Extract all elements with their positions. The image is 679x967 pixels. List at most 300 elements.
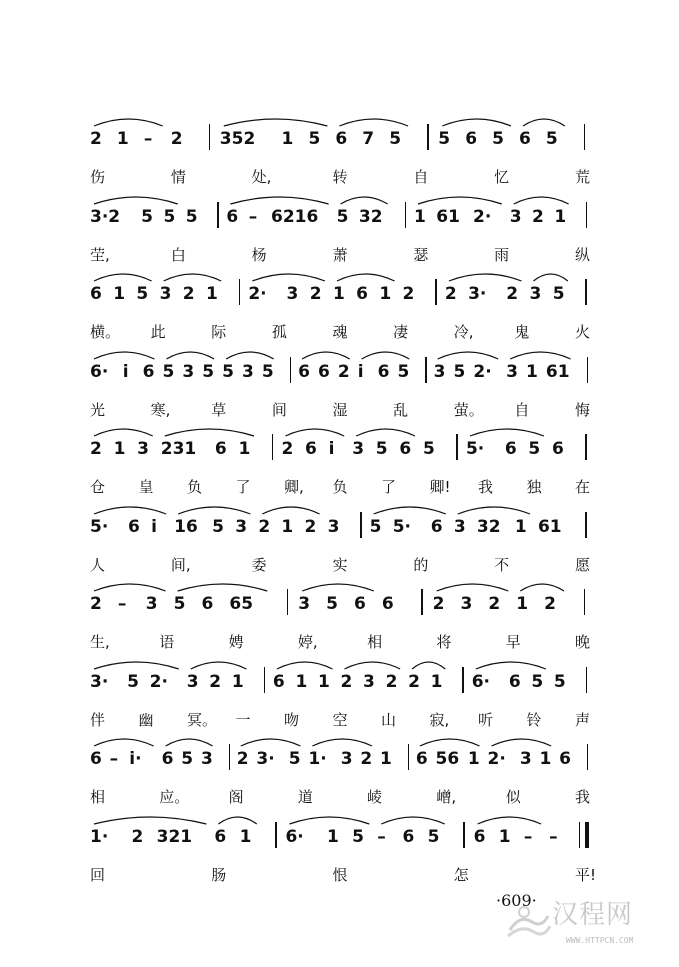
lyric-syllable: 相 — [367, 633, 383, 651]
slur — [285, 429, 344, 436]
note: 5 — [553, 671, 566, 692]
note: 5 — [222, 361, 234, 382]
note: 1 — [516, 594, 529, 614]
lyric-syllable: 肠 — [211, 865, 227, 884]
note: 1 — [239, 826, 252, 847]
note: 5 — [375, 439, 388, 459]
lyric-syllable: 萤。 — [453, 400, 484, 419]
slur — [520, 584, 564, 591]
lyric-syllable: 声 — [575, 710, 591, 729]
lyric-syllable: 萧 — [332, 245, 348, 264]
note: 3 — [182, 361, 195, 382]
lyric-syllable: 人 — [90, 555, 106, 574]
lyric-syllable: 光 — [90, 400, 106, 419]
slur — [418, 197, 502, 204]
note: 1· — [308, 749, 327, 769]
note-row — [90, 518, 610, 548]
note-row — [90, 673, 610, 703]
slur — [94, 119, 163, 126]
note: 5 — [397, 361, 410, 382]
slur-layer — [90, 804, 610, 858]
note: 2 — [281, 439, 294, 459]
note: 6 — [226, 206, 239, 227]
slur — [94, 274, 152, 281]
lyric-syllable: 仓 — [90, 478, 106, 496]
watermark-logo-icon — [502, 896, 552, 946]
note: 1 — [526, 361, 538, 382]
lyric-syllable: 吻 — [284, 710, 300, 729]
slur — [437, 584, 509, 591]
note: 1 — [206, 284, 218, 304]
lyric-syllable: 纵 — [575, 245, 591, 264]
lyric-syllable: 山 — [381, 710, 397, 729]
note: 1 — [379, 284, 392, 304]
note: – — [117, 594, 127, 614]
note: 6 — [402, 826, 415, 847]
lyric-syllable: 乱 — [393, 400, 409, 419]
note: 3 — [145, 594, 158, 614]
lyric-syllable: 愿 — [575, 555, 591, 574]
lyric-syllable: 茔, — [90, 245, 110, 264]
note: 1 — [514, 516, 527, 537]
note: 6 — [298, 361, 310, 382]
note: 6 — [353, 594, 366, 614]
note: 6 — [128, 516, 140, 537]
note: 6· — [90, 361, 109, 382]
note: 5 — [173, 594, 186, 614]
note-row — [90, 595, 610, 625]
slur — [94, 507, 166, 514]
slur — [356, 429, 415, 436]
slur — [178, 584, 268, 591]
note: 2· — [149, 671, 168, 692]
slur — [420, 739, 480, 746]
lyric-syllable: 间, — [170, 555, 191, 574]
lyric-syllable: 娉 — [228, 633, 244, 651]
slur — [523, 119, 565, 126]
note: 2 — [209, 671, 222, 692]
slur-layer — [90, 106, 610, 160]
note: 2 — [432, 594, 445, 614]
note: 6 — [399, 439, 412, 459]
watermark-text: 汉程网 — [552, 900, 634, 930]
note: 2· — [248, 284, 267, 304]
lyric-syllable: 寂, — [429, 710, 450, 729]
note: 5· — [90, 516, 109, 537]
note: 3 — [137, 439, 149, 459]
slur — [449, 274, 522, 281]
note: 352 — [219, 129, 256, 149]
note: 5 — [185, 206, 198, 227]
slur — [514, 197, 569, 204]
lyric-syllable: 白 — [170, 245, 186, 264]
note: 1· — [90, 826, 109, 847]
note: 6 — [473, 826, 486, 847]
lyric-syllable: 听 — [478, 710, 494, 729]
note: 2 — [90, 129, 102, 149]
lyric-syllable: 卿! — [429, 478, 451, 496]
lyric-syllable: 际 — [211, 323, 227, 341]
lyric-syllable: 孤 — [271, 323, 287, 341]
note: – — [248, 206, 258, 227]
slur — [302, 584, 374, 591]
note-row — [90, 130, 610, 160]
note: 61 — [545, 361, 570, 382]
note: 6 — [201, 594, 214, 614]
lyric-syllable: 了 — [235, 478, 251, 496]
slur — [218, 817, 256, 824]
lyric-syllable: 语 — [159, 633, 175, 651]
slur — [339, 119, 408, 126]
note: 5 — [202, 361, 215, 382]
slur — [164, 274, 222, 281]
note: 5 — [422, 439, 435, 459]
note: 6 — [90, 284, 102, 304]
slur — [476, 662, 546, 669]
lyric-syllable: 将 — [436, 633, 452, 651]
lyric-syllable: 鬼 — [514, 323, 530, 341]
note: 5 — [528, 439, 541, 459]
note-row — [90, 440, 610, 470]
note-row — [90, 828, 610, 858]
note: 2 — [182, 284, 195, 304]
note: 3 — [519, 749, 532, 769]
lyric-row — [90, 866, 610, 886]
lyric-syllable: 杨 — [251, 245, 267, 264]
slur — [302, 352, 350, 359]
slur — [312, 739, 372, 746]
lyric-syllable: 的 — [413, 555, 429, 574]
note: 1 — [326, 826, 339, 847]
lyric-syllable: 草 — [211, 400, 227, 419]
slur — [94, 352, 154, 359]
note: 6· — [471, 671, 491, 692]
note: 6 — [142, 361, 155, 382]
note: 5· — [392, 516, 412, 537]
note: 3 — [159, 284, 172, 304]
lyric-syllable: 自 — [514, 400, 530, 419]
note: i — [151, 516, 157, 537]
note: 5 — [389, 129, 402, 149]
note: 5 — [163, 206, 176, 227]
note: i — [328, 439, 335, 459]
note: 3 — [363, 671, 375, 692]
note: 5 — [326, 594, 338, 614]
slur — [94, 739, 154, 746]
note: 5 — [438, 129, 451, 149]
lyric-syllable: 处, — [251, 168, 272, 186]
note: 6 — [214, 826, 227, 847]
slur — [94, 817, 206, 824]
note: 2 — [506, 284, 519, 304]
slur — [191, 662, 247, 669]
lyric-syllable: 火 — [575, 323, 591, 341]
note: 6 — [335, 129, 348, 149]
lyric-syllable: 铃 — [526, 710, 542, 729]
lyric-syllable: 横。 — [90, 323, 121, 341]
note: 1 — [498, 826, 511, 847]
note: 3 — [200, 749, 213, 769]
note: 61 — [436, 206, 460, 227]
lyric-syllable: 晚 — [575, 633, 591, 651]
note: 6 — [305, 439, 317, 459]
slur — [178, 507, 250, 514]
note: 56 — [435, 749, 460, 769]
note: 5· — [465, 439, 485, 459]
slur — [166, 739, 213, 746]
note: 2 — [309, 284, 322, 304]
note: 1 — [317, 671, 330, 692]
note: 6 — [559, 749, 572, 769]
note: 2 — [544, 594, 557, 614]
note: 3· — [256, 749, 275, 769]
note: 3· — [90, 671, 109, 692]
note: 3·2 — [90, 206, 121, 227]
note: 1 — [539, 749, 552, 769]
note: 5 — [531, 671, 544, 692]
lyric-syllable: 湿 — [332, 400, 348, 419]
lyric-syllable: 间 — [271, 400, 287, 419]
note: 6216 — [271, 206, 319, 227]
note-row — [90, 208, 610, 238]
lyric-syllable: 此 — [150, 323, 166, 341]
lyric-syllable: 皇 — [138, 478, 154, 496]
slur — [94, 197, 178, 204]
note: 2 — [532, 206, 544, 227]
slur-layer — [90, 571, 610, 625]
lyric-syllable: 应。 — [159, 788, 190, 806]
note: 2 — [170, 129, 183, 149]
lyric-syllable: 相 — [90, 788, 106, 806]
note: 3 — [241, 361, 254, 382]
note: 5 — [545, 129, 558, 149]
note: 3 — [460, 594, 473, 614]
note: 5 — [427, 826, 440, 847]
note: 3 — [529, 284, 542, 304]
slur — [289, 817, 369, 824]
slur — [458, 507, 530, 514]
note: 2 — [340, 671, 353, 692]
note: 6 — [519, 129, 531, 149]
lyric-syllable: 转 — [332, 168, 348, 186]
lyric-syllable: 崚 — [367, 788, 383, 806]
lyric-syllable: 凄 — [393, 323, 409, 341]
note: – — [143, 129, 153, 149]
lyric-syllable: 我 — [478, 478, 494, 496]
note: i — [122, 361, 129, 382]
note: 3 — [327, 516, 340, 537]
lyric-syllable: 幽 — [138, 710, 154, 729]
slur-layer — [90, 184, 610, 238]
note: 1 — [413, 206, 426, 227]
slur — [492, 739, 552, 746]
lyric-syllable: 悔 — [575, 400, 591, 419]
slur — [241, 739, 301, 746]
note: 3 — [433, 361, 446, 382]
note: 231 — [160, 439, 197, 459]
note: 2 — [337, 361, 350, 382]
note: 2· — [473, 206, 492, 227]
lyric-syllable: 回 — [90, 865, 106, 884]
note: 1 — [295, 671, 308, 692]
note: 3 — [453, 516, 466, 537]
note: 2 — [444, 284, 457, 304]
slur — [224, 119, 328, 126]
note: 5 — [136, 284, 149, 304]
slur — [252, 274, 325, 281]
note: 3 — [340, 749, 353, 769]
note: – — [377, 826, 386, 847]
slur — [381, 817, 445, 824]
lyric-syllable: 阁 — [228, 788, 244, 806]
note: 6 — [214, 439, 227, 459]
note: 5 — [352, 826, 364, 847]
lyric-syllable: 我 — [575, 788, 591, 806]
note: 3 — [186, 671, 199, 692]
note: – — [523, 826, 533, 847]
note: 3 — [509, 206, 522, 227]
note: 1 — [332, 284, 345, 304]
lyric-syllable: 寒, — [150, 400, 171, 419]
note: 5 — [492, 129, 504, 149]
slur — [94, 662, 179, 669]
slur — [277, 662, 333, 669]
note: 3 — [352, 439, 365, 459]
slur — [226, 352, 274, 359]
note: 16 — [174, 516, 198, 537]
note: 6 — [430, 516, 443, 537]
slur — [470, 429, 544, 436]
slur — [94, 584, 166, 591]
note: 6 — [90, 749, 102, 769]
note: 1 — [554, 206, 567, 227]
lyric-syllable: 卿, — [284, 478, 304, 496]
note: 1 — [380, 749, 392, 769]
lyric-syllable: 委 — [251, 555, 267, 574]
note: 5 — [308, 129, 321, 149]
note: 6 — [504, 439, 517, 459]
slur — [230, 197, 328, 204]
slur — [374, 507, 446, 514]
note: 5 — [336, 206, 349, 227]
note: 1 — [281, 129, 294, 149]
note: 1 — [467, 749, 480, 769]
note: i· — [129, 749, 142, 769]
slur-layer — [90, 339, 610, 393]
slur — [438, 352, 498, 359]
lyric-syllable: 伴 — [90, 710, 106, 729]
slur-layer — [90, 649, 610, 703]
lyric-syllable: 荒 — [575, 168, 591, 186]
note: 2 — [488, 594, 501, 614]
watermark-url: WWW.HTTPCN.COM — [566, 936, 634, 945]
slur-layer — [90, 726, 610, 780]
note: 2 — [402, 284, 415, 304]
slur — [362, 352, 410, 359]
note: 6 — [161, 749, 174, 769]
note: 32 — [358, 206, 383, 227]
note: 2 — [408, 671, 420, 692]
lyric-syllable: 忆 — [494, 168, 510, 186]
lyric-syllable: 生, — [90, 633, 110, 651]
slur — [337, 274, 395, 281]
lyric-syllable: 自 — [413, 168, 429, 186]
lyric-syllable: 情 — [170, 168, 186, 186]
lyric-syllable: 伤 — [90, 168, 106, 186]
slur — [478, 817, 542, 824]
note: 3 — [286, 284, 299, 304]
note: 3 — [298, 594, 311, 614]
note: 321 — [156, 826, 193, 847]
note: 1 — [116, 129, 129, 149]
note: 1 — [113, 439, 126, 459]
note-row — [90, 285, 610, 315]
lyric-syllable: 怎 — [453, 865, 469, 884]
lyric-syllable: 了 — [381, 478, 397, 496]
slur — [442, 119, 511, 126]
note: 6 — [508, 671, 521, 692]
note: 5 — [181, 749, 194, 769]
note: 5 — [212, 516, 225, 537]
slur — [412, 662, 445, 669]
note: 1 — [238, 439, 251, 459]
lyric-syllable: 负 — [332, 478, 348, 496]
note-row — [90, 363, 610, 393]
lyric-syllable: 一 — [235, 710, 251, 729]
note: 6 — [381, 594, 394, 614]
note: – — [109, 749, 119, 769]
note: 6 — [356, 284, 368, 304]
lyric-syllable: 空 — [332, 710, 348, 729]
note: 5 — [162, 361, 175, 382]
note: 3· — [468, 284, 487, 304]
lyric-syllable: 嶒, — [436, 788, 457, 806]
note: 2 — [304, 516, 317, 537]
note: 6 — [415, 749, 428, 769]
note: i — [357, 361, 364, 382]
note: 3 — [235, 516, 248, 537]
note-row — [90, 750, 610, 780]
note: 2 — [258, 516, 271, 537]
note: 5 — [552, 284, 565, 304]
lyric-syllable: 婷, — [297, 633, 318, 651]
lyric-syllable: 魂 — [332, 323, 348, 341]
lyric-syllable: 不 — [494, 555, 510, 574]
note: 5 — [288, 749, 301, 769]
slur — [345, 662, 401, 669]
lyric-syllable: 负 — [187, 478, 203, 496]
note: 2 — [385, 671, 398, 692]
slur-layer — [90, 416, 610, 470]
note: 65 — [229, 594, 254, 614]
slur — [510, 352, 570, 359]
note: 1 — [430, 671, 443, 692]
lyric-syllable: 独 — [526, 478, 542, 496]
page-number: ·609· — [496, 891, 537, 910]
lyric-syllable: 平! — [575, 865, 597, 884]
note: 2 — [131, 826, 144, 847]
note: 32 — [476, 516, 501, 537]
note: 2 — [90, 439, 102, 459]
slur-layer — [90, 261, 610, 315]
slur — [166, 352, 214, 359]
note: 6 — [377, 361, 390, 382]
lyric-syllable: 冷, — [453, 323, 474, 341]
lyric-syllable: 恨 — [332, 865, 348, 884]
note: 6 — [317, 361, 330, 382]
note: 2· — [487, 749, 506, 769]
note: 2· — [473, 361, 492, 382]
